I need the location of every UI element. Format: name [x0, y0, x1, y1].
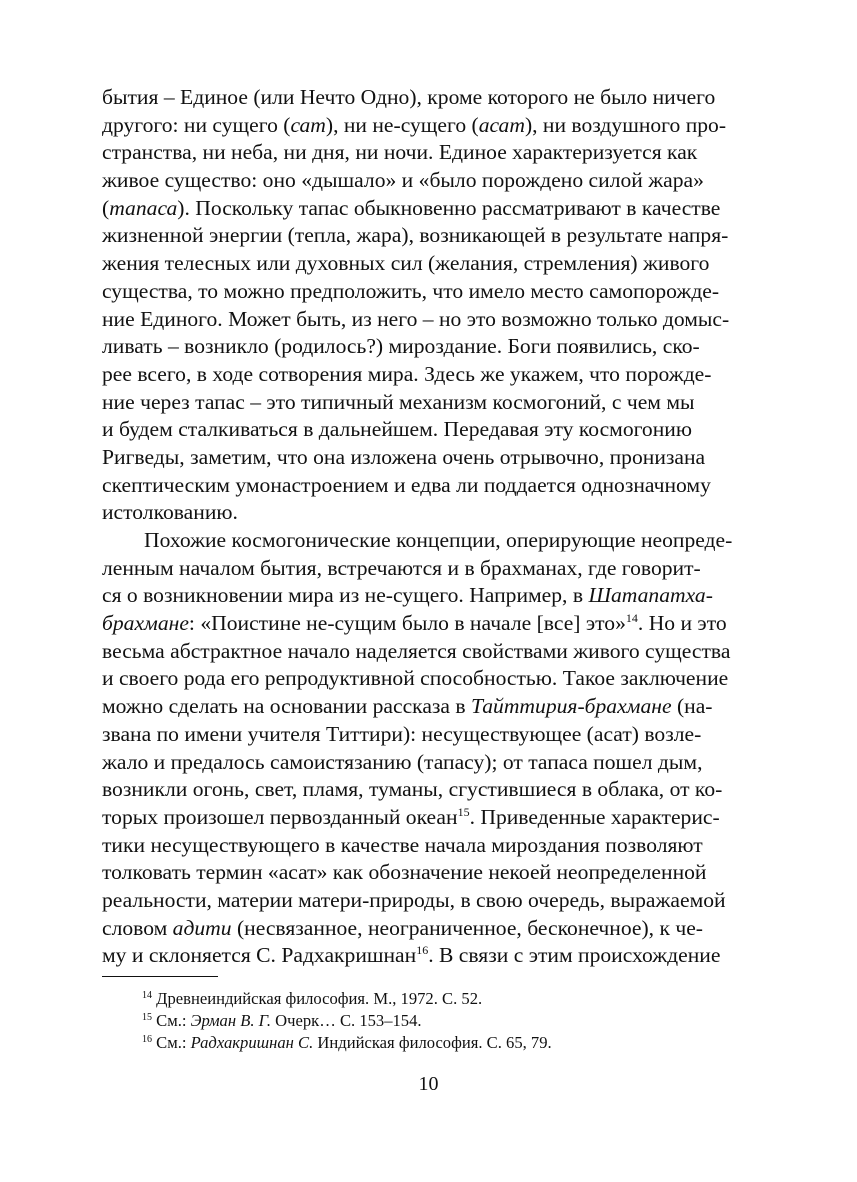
main-text — [102, 84, 752, 970]
text-run: и будем сталкиваться в дальнейшем. Передавая эту космогонию — [102, 417, 692, 442]
text-run: ). Поскольку тапас обыкновенно рассматривают в качестве — [177, 195, 721, 220]
text-run: весьма абстрактное начало наделяется свойствами живого существа — [102, 638, 731, 663]
text-line — [102, 167, 752, 195]
italic-text: сат — [290, 112, 326, 137]
text-run: Индийская философия. С. 65, 79. — [313, 1033, 552, 1052]
text-line — [102, 306, 752, 334]
text-run: (несвязанное, неограниченное, бесконечное), к че- — [231, 915, 704, 940]
text-run: См.: — [152, 1033, 191, 1052]
text-line — [102, 499, 752, 527]
footnote — [142, 1010, 552, 1032]
text-line — [102, 693, 752, 721]
text-run: жения телесных или духовных сил (желания, стремления) живого — [102, 251, 710, 276]
text-run: ( — [102, 195, 110, 220]
text-line — [102, 638, 752, 666]
text-line — [102, 859, 752, 887]
footnote-ref: 15 — [142, 1012, 152, 1023]
text-run: и своего рода его репродуктивной способностью. Такое заключение — [102, 666, 729, 691]
footnote — [142, 988, 552, 1010]
text-line — [102, 804, 752, 832]
text-run: возникли огонь, свет, пламя, туманы, сгустившиеся в облака, от ко- — [102, 777, 723, 802]
text-run: бытия – Единое (или Нечто Одно), кроме которого не было ничего — [102, 85, 716, 109]
text-run: толковать термин «асат» как обозначение некоей неопределенной — [102, 860, 707, 885]
text-run: другого: ни сущего ( — [102, 112, 291, 137]
text-line — [102, 527, 752, 555]
text-run: жало и предалось самоистязанию (тапасу); от тапаса пошел дым, — [102, 749, 703, 774]
text-run: реальности, материи матери-природы, в свою очередь, выражаемой — [102, 887, 726, 912]
footnotes — [142, 988, 552, 1054]
text-run: истолкованию. — [102, 500, 238, 525]
text-line — [102, 222, 752, 250]
text-run: тики несуществующего в качестве начала мироздания позволяют — [102, 832, 703, 857]
text-line — [102, 84, 752, 112]
text-line — [102, 416, 752, 444]
text-line — [102, 250, 752, 278]
text-run: . Приведенные характерис- — [469, 804, 720, 829]
text-line — [102, 361, 752, 389]
footnote — [142, 1032, 552, 1054]
text-run: См.: — [152, 1011, 191, 1030]
italic-text: асат — [478, 112, 525, 137]
footnote-ref: 14 — [142, 990, 152, 1001]
italic-text: адити — [172, 915, 232, 940]
text-run: Древнеиндийская философия. М., 1972. С. 52. — [152, 989, 483, 1008]
italic-text: Эрман В. Г. — [190, 1011, 272, 1030]
text-line — [102, 333, 752, 361]
text-line — [102, 139, 752, 167]
text-run: ), ни не-сущего ( — [325, 112, 479, 137]
text-line — [102, 721, 752, 749]
italic-text: тапаса — [109, 195, 178, 220]
text-run: странства, ни неба, ни дня, ни ночи. Единое характеризуется как — [102, 140, 698, 165]
text-line — [102, 112, 752, 140]
text-run: ленным началом бытия, встречаются и в брахманах, где говорит- — [102, 555, 701, 580]
text-line — [102, 610, 752, 638]
footnote-ref: 16 — [142, 1034, 152, 1045]
footnote-ref: 15 — [457, 804, 470, 819]
text-run: ние Единого. Может быть, из него – но это возможно только домыс- — [102, 306, 730, 331]
text-run: (на- — [671, 694, 713, 719]
text-run: му и склоняется С. Радхакришнан — [102, 943, 417, 968]
text-run: : «Поистине не-сущим было в начале [все] это» — [188, 611, 626, 636]
italic-text: Шатапатха- — [588, 583, 713, 608]
text-line — [102, 389, 752, 417]
italic-text: брахмане — [102, 611, 189, 636]
text-run: звана по имени учителя Титтири): несуществующее (асат) возле- — [102, 721, 702, 746]
text-line — [102, 887, 752, 915]
text-line — [102, 555, 752, 583]
text-line — [102, 278, 752, 306]
text-line — [102, 776, 752, 804]
text-run: существа, то можно предположить, что имело место самопорожде- — [102, 278, 720, 303]
text-line — [102, 444, 752, 472]
footnote-separator — [102, 976, 218, 977]
italic-text: Радхакришнан С. — [190, 1033, 314, 1052]
text-run: Ригведы, заметим, что она изложена очень отрывочно, пронизана — [102, 444, 706, 469]
footnote-ref: 14 — [625, 611, 638, 626]
text-run: скептическим умонастроением и едва ли поддается однозначному — [102, 472, 711, 497]
text-line — [102, 749, 752, 777]
footnote-ref: 16 — [416, 943, 429, 958]
text-line — [102, 665, 752, 693]
text-run: Похожие космогонические концепции, оперирующие неопреде- — [144, 528, 733, 552]
text-run: ), ни воздушного про- — [524, 112, 727, 137]
text-run: жизненной энергии (тепла, жара), возникающей в результате напря- — [102, 223, 729, 248]
text-line — [102, 472, 752, 500]
text-run: Очерк… С. 153–154. — [271, 1011, 422, 1030]
text-run: рее всего, в ходе сотворения мира. Здесь же укажем, что порожде- — [102, 361, 712, 386]
text-line — [102, 195, 752, 223]
text-run: . Но и это — [637, 611, 727, 636]
text-line — [102, 915, 752, 943]
text-run: ся о возникновении мира из не-сущего. Например, в — [102, 583, 589, 608]
text-run: . В связи с этим происхождение — [428, 943, 721, 968]
text-run: можно сделать на основании рассказа в — [102, 694, 472, 719]
italic-text: Тайттирия-брахмане — [471, 694, 672, 719]
text-run: словом — [102, 915, 173, 940]
text-run: торых произошел первозданный океан — [102, 804, 458, 829]
text-line — [102, 582, 752, 610]
text-run: ние через тапас – это типичный механизм космогоний, с чем мы — [102, 389, 695, 414]
text-line — [102, 832, 752, 860]
page-number: 10 — [418, 1073, 439, 1095]
text-line — [102, 942, 752, 970]
text-run: живое существо: оно «дышало» и «было порождено силой жара» — [102, 168, 704, 193]
text-run: ливать – возникло (родилось?) мироздание. Боги появились, ско- — [102, 334, 700, 359]
